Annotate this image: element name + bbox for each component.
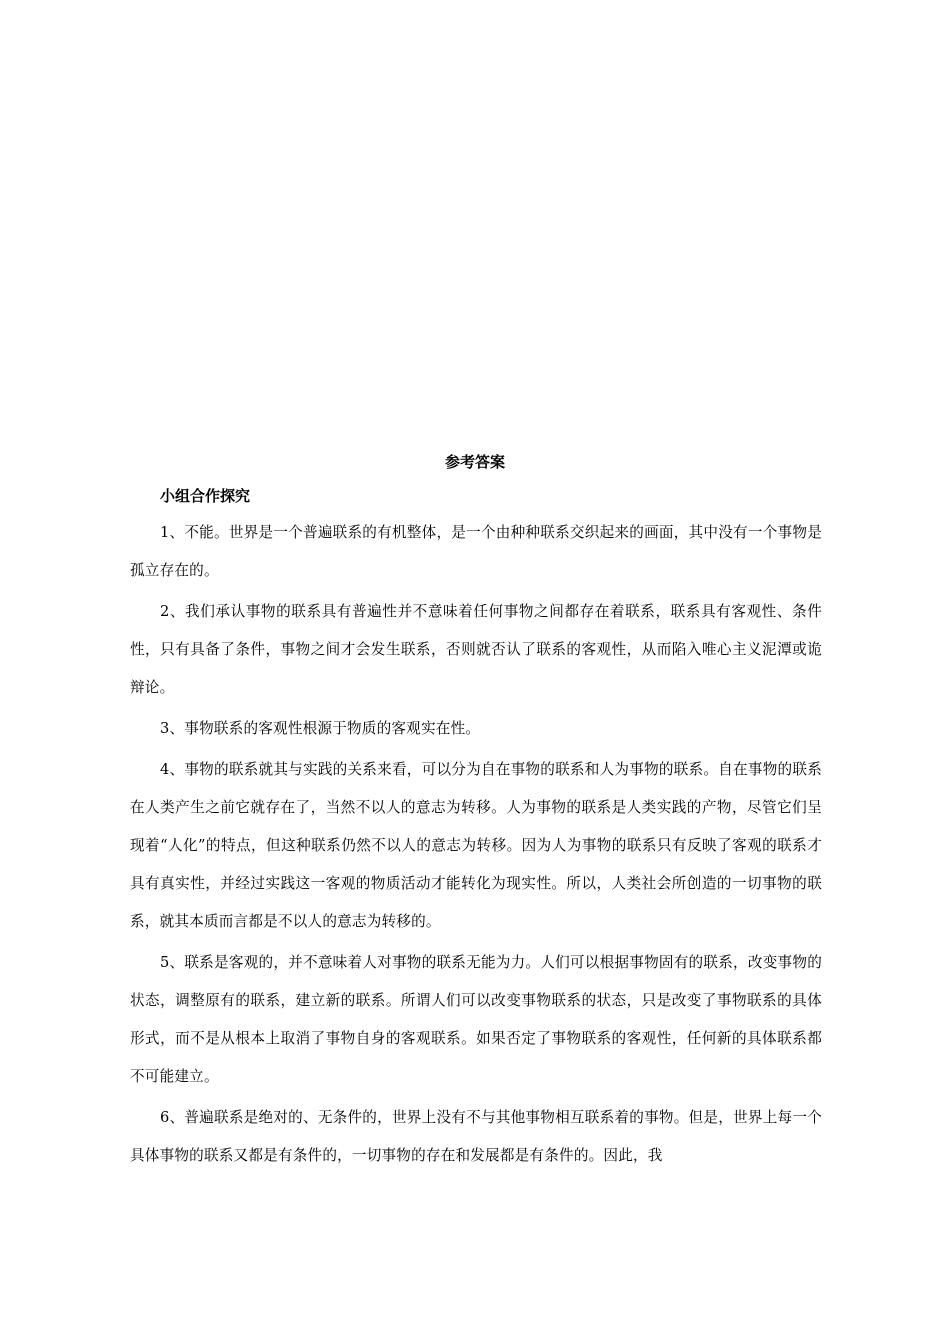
section-heading: 小组合作探究 (160, 487, 251, 505)
answer-paragraph-4: 4、事物的联系就其与实践的关系来看，可以分为自在事物的联系和人为事物的联系。自在事物的联系在人类产生之前它就存在了，当然不以人的意志为转移。人为事物的联系是人类实践的产物，尽管它们呈现着“人化”的特点，但这种联系仍然不以人的意志为转移。因为人为事物的联系只有反映了客观的联系才具有真实性，并经过实践这一客观的物质活动才能转化为现实性。所以，人类社会所创造的一切事物的联系，就其本质而言都是不以人的意志为转移的。 (130, 761, 822, 930)
answer-paragraph-2: 2、我们承认事物的联系具有普遍性并不意味着任何事物之间都存在着联系，联系具有客观性、条件性，只有具备了条件，事物之间才会发生联系，否则就否认了联系的客观性，从而陷入唯心主义泥潭或诡辩论。 (130, 603, 822, 696)
answer-paragraph-6: 6、普遍联系是绝对的、无条件的，世界上没有不与其他事物相互联系着的事物。但是，世界上每一个具体事物的联系又都是有条件的，一切事物的存在和发展都是有条件的。因此，我 (130, 1109, 822, 1164)
answer-paragraph-5: 5、联系是客观的，并不意味着人对事物的联系无能为力。人们可以根据事物固有的联系，改变事物的状态，调整原有的联系，建立新的联系。所谓人们可以改变事物联系的状态，只是改变了事物联系的具体形式，而不是从根本上取消了事物自身的客观联系。如果否定了事物联系的客观性，任何新的具体联系都不可能建立。 (130, 954, 822, 1085)
answer-paragraph-1: 1、不能。世界是一个普遍联系的有机整体，是一个由种种联系交织起来的画面，其中没有一个事物是孤立存在的。 (130, 524, 822, 579)
answer-title: 参考答案 (444, 453, 505, 471)
answer-paragraph-3: 3、事物联系的客观性根源于物质的客观实在性。 (160, 720, 481, 737)
answer-body (130, 514, 822, 1178)
